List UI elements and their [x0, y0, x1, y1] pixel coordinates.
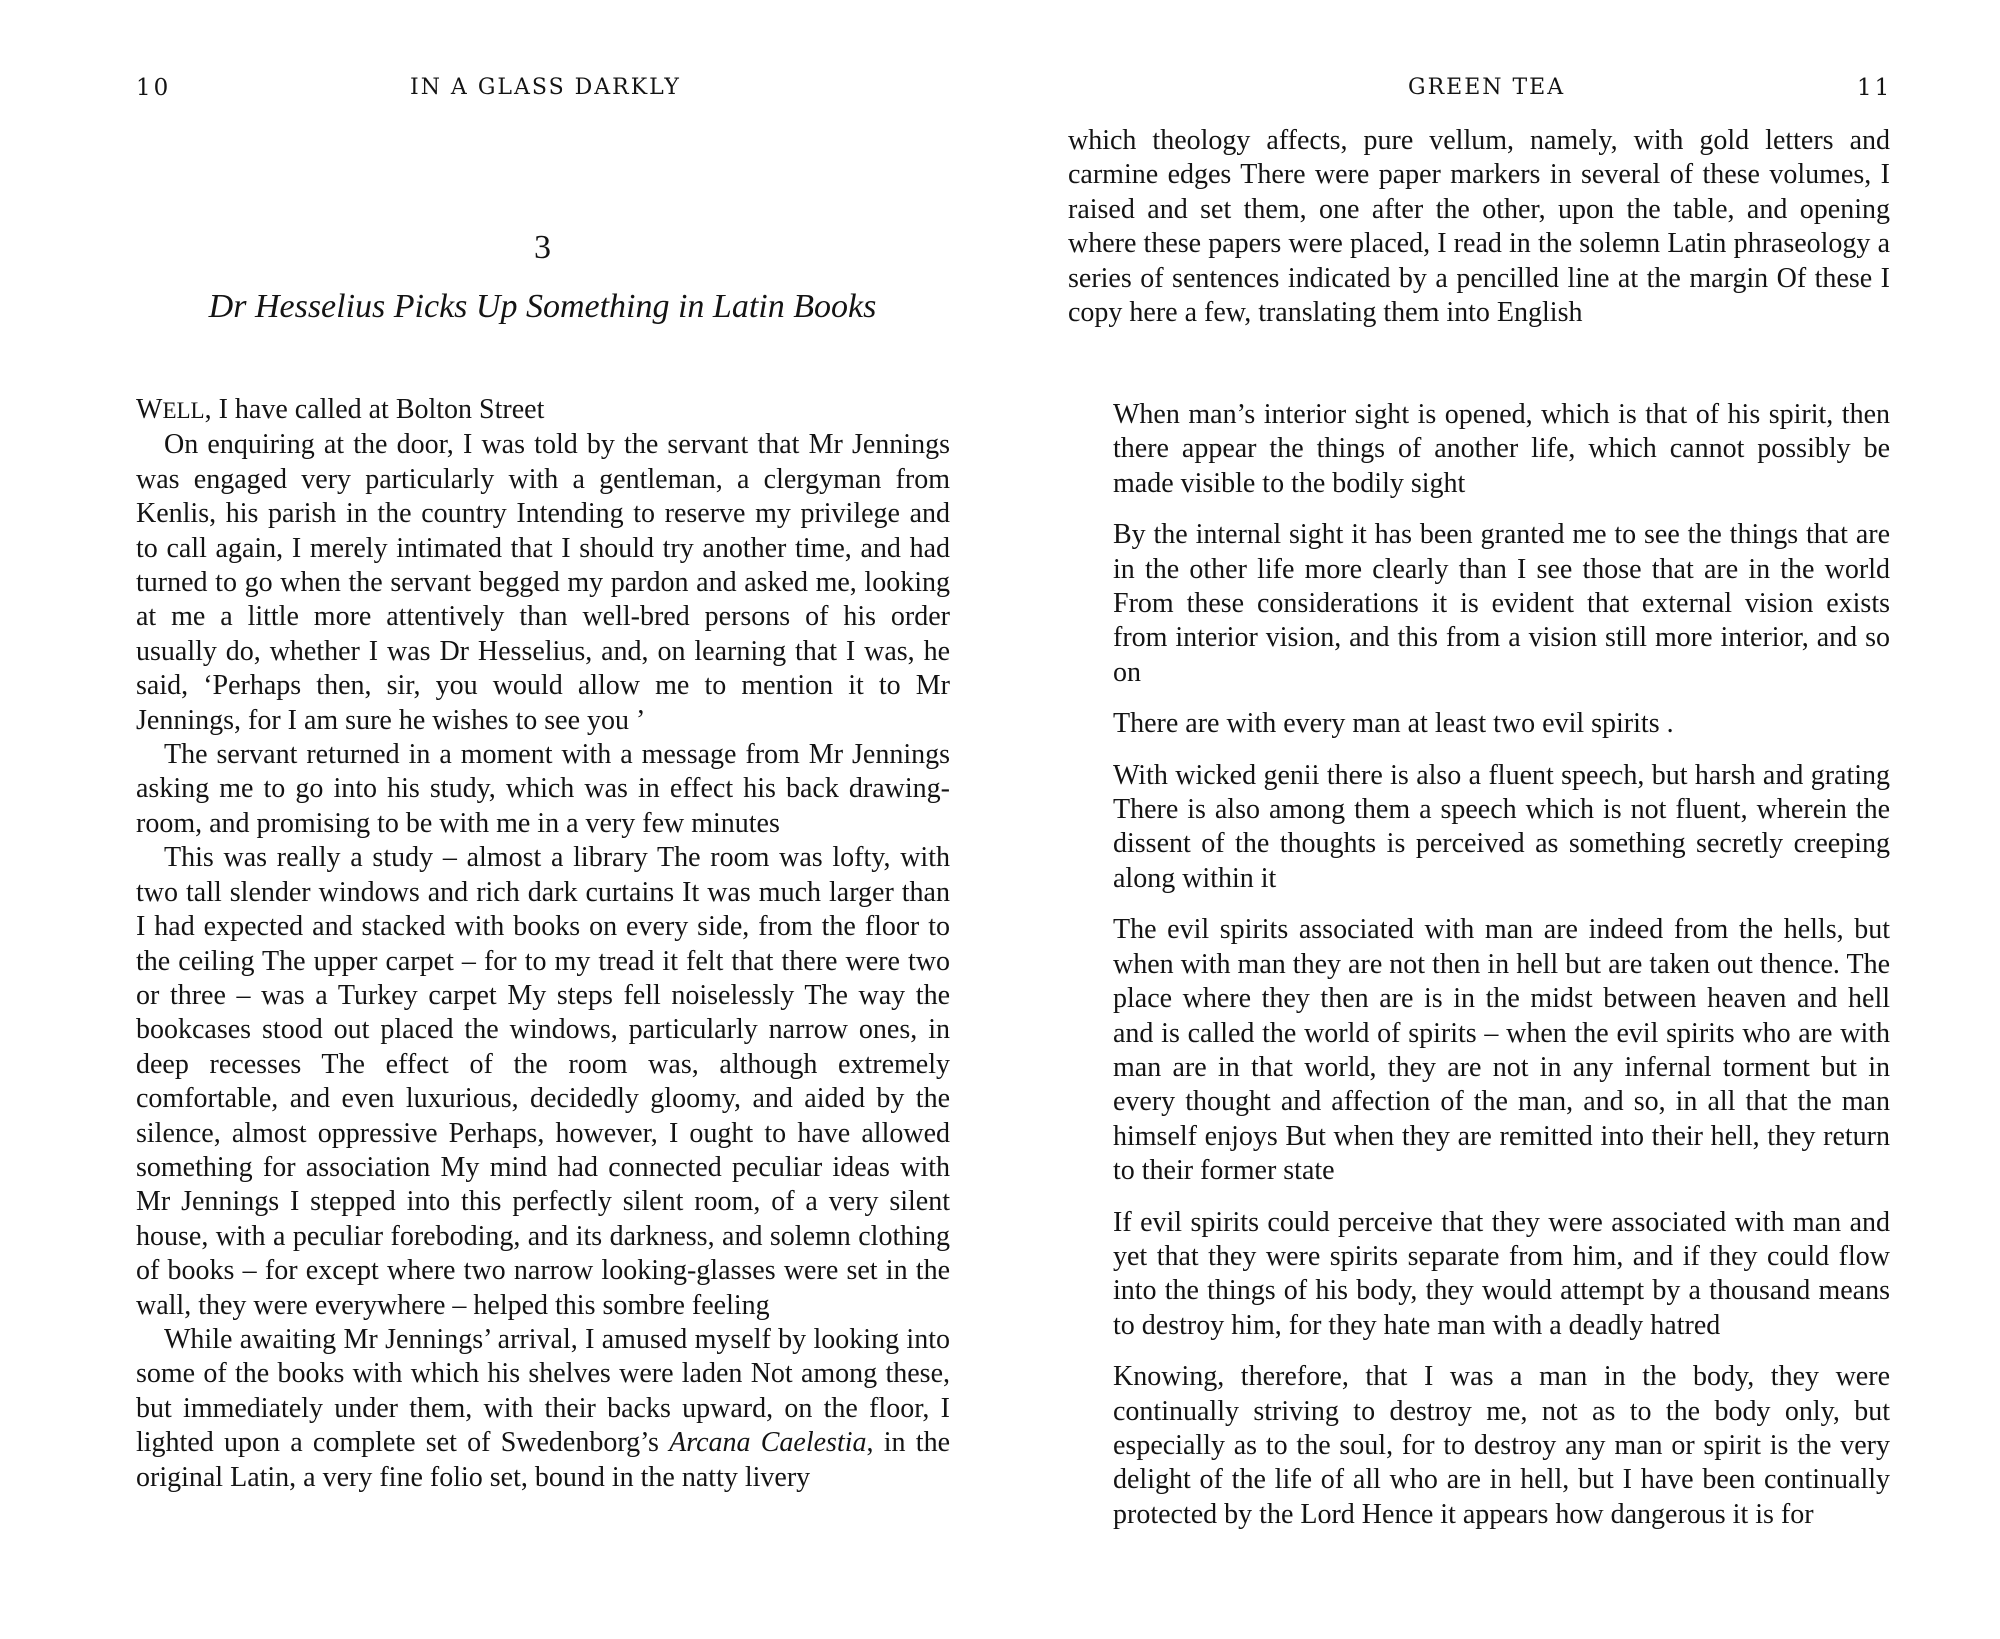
chapter-title: Dr Hesselius Picks Up Something in Latin Books [208, 288, 877, 325]
chapter-number: 3 [534, 229, 551, 266]
page-number: 10 [136, 75, 172, 101]
quote-paragraph: The evil spirits associated with man are indeed from the hells, but when with man they are not then in hell but are taken out thence. The place where they then are is in the midst between heaven and hell and is called the world of spirits – when the evil spirits who are with man are in that world, they are not in any infernal torment but in every thought and affection of the man, and so, in all that the man himself enjoys But when they are remitted into their hell, they return to their former state [1113, 914, 1890, 1187]
running-head: IN A GLASS DARKLY [410, 75, 681, 100]
opening-line-rest: , I have called at Bolton Street [204, 394, 545, 425]
paragraph: On enquiring at the door, I was told by the servant that Mr Jennings was engaged very particularly with a gentleman, a clergyman from Kenlis, his parish in the country Intending to reserve my privilege and to call again, I merely intimated that I should try another time, and had turned to go when the servant begged my pardon and asked me, looking at me a little more attentively than well-bred persons of his order usually do, whether I was Dr Hesselius, and, on learning that I was, he said, ‘Perhaps then, sir, you would allow me to mention it to Mr Jennings, for I am sure he wishes to see you ’ [136, 429, 950, 736]
paragraph-last [136, 1323, 950, 1495]
quote-paragraph: Knowing, therefore, that I was a man in the body, they were continually striving to destroy me, not as to the body only, but especially as to the soul, for to destroy any man or spirit is the very delight of the life of all who are in hell, but I have been continually protected by the Lord Hence it appears how dangerous it is for [1113, 1361, 1890, 1530]
left-body-text [136, 393, 950, 1495]
opening-line [136, 393, 950, 428]
paragraph: which theology affects, pure vellum, namely, with gold letters and carmine edges There were paper markers in several of these volumes, I raised and set them, one after the other, upon the table, and opening where these papers were placed, I read in the solemn Latin phraseology a series of sentences indicated by a pencilled line at the margin Of these I copy here a few, translating them into English [1068, 125, 1890, 329]
quote-paragraph: If evil spirits could perceive that they were associated with man and yet that they were spirits separate from him, and if they could flow into the things of his body, they would attempt by a thousand means to destroy him, for they hate man with a deadly hatred [1113, 1206, 1890, 1341]
right-page [1000, 0, 2000, 1639]
quote-paragraph: When man’s interior sight is opened, which is that of his spirit, then there appear the things of another life, which cannot possibly be made visible to the bodily sight [1113, 399, 1890, 499]
opening-initial: W [136, 394, 163, 425]
paragraph: The servant returned in a moment with a message from Mr Jennings asking me to go into his study, which was in effect his back drawing-room, and promising to be with me in a very few minutes [136, 739, 950, 839]
right-intro-text [1068, 124, 1890, 330]
paragraph: This was really a study – almost a library The room was lofty, with two tall slender windows and rich dark curtains It was much larger than I had expected and stacked with books on every side, from the floor to the ceiling The upper carpet – for to my tread it felt that there were two or three – was a Turkey carpet My steps fell noiselessly The way the bookcases stood out placed the windows, particularly narrow ones, in deep recesses The effect of the room was, although extremely comfortable, and even luxurious, decidedly gloomy, and aided by the silence, almost oppressive Perhaps, however, I ought to have allowed something for association My mind had connected peculiar ideas with Mr Jennings I stepped into this perfectly silent room, of a very silent house, with a peculiar foreboding, and its darkness, and solemn clothing of books – for except where two narrow looking-glasses were set in the wall, they were everywhere – helped this sombre feeling [136, 842, 950, 1321]
opening-smallcaps: ELL [162, 398, 205, 423]
quote-paragraph: There are with every man at least two evil spirits . [1113, 708, 1674, 740]
paragraph-text: , in the original Latin, a very fine folio set, bound in the natty livery [136, 1427, 950, 1493]
running-head: GREEN TEA [1408, 75, 1566, 100]
quotation-block [1113, 398, 1890, 1549]
quote-paragraph: With wicked genii there is also a fluent speech, but harsh and grating There is also among them a speech which is not fluent, wherein the dissent of the thoughts is perceived as something secretly creeping along within it [1113, 759, 1890, 894]
book-title-italic: Arcana Caelestia [669, 1427, 867, 1459]
quote-paragraph: By the internal sight it has been granted me to see the things that are in the other life more clearly than I see those that are in the world From these considerations it is evident that external vision exists from interior vision, and this from a vision still more interior, and so on [1113, 519, 1890, 688]
page-number: 11 [1857, 75, 1893, 101]
paragraph-text: While awaiting Mr Jennings’ arrival, I amused myself by looking into some of the books with which his shelves were laden Not among these, but immediately under them, with their backs upward, on the floor, I lighted upon a complete set of Swedenborg’s [136, 1323, 950, 1459]
